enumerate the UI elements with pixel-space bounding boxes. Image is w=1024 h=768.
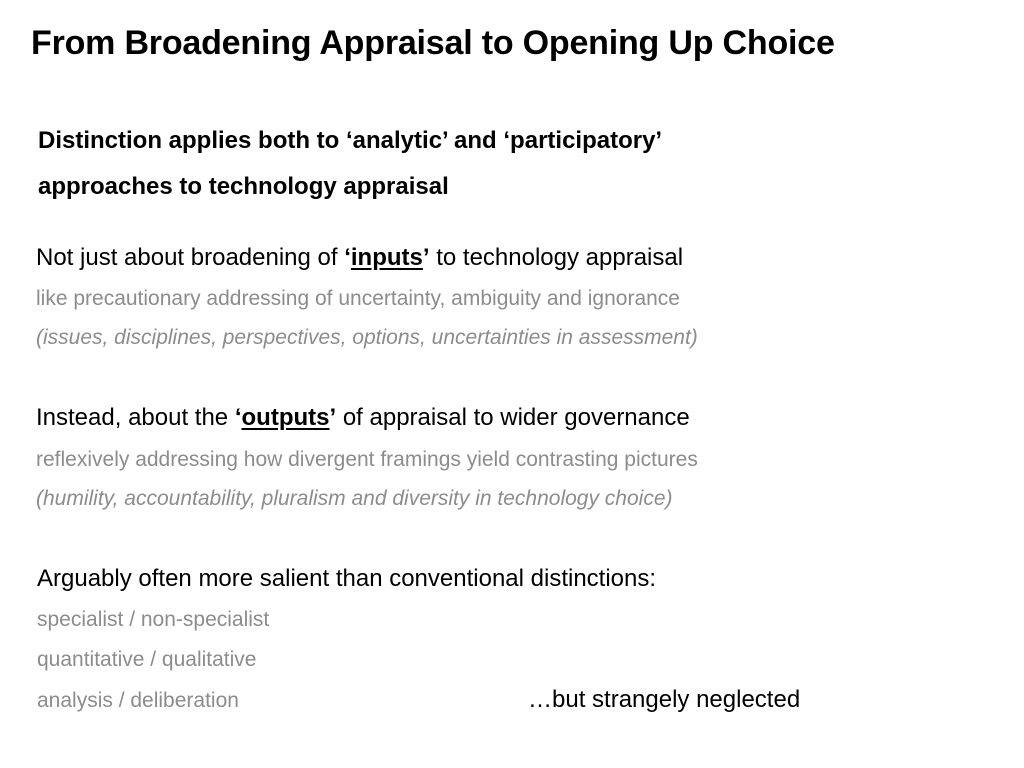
outputs-lead-prefix: Instead, about the bbox=[36, 404, 235, 431]
inputs-keyword-text: inputs bbox=[350, 244, 423, 271]
subtitle-line-2: approaches to technology appraisal bbox=[38, 173, 449, 200]
inputs-lead bbox=[36, 244, 683, 272]
inputs-sub: like precautionary addressing of uncertainty, ambiguity and ignorance bbox=[36, 287, 680, 310]
inputs-lead-prefix: Not just about broadening of bbox=[36, 244, 345, 271]
inputs-lead-suffix: to technology appraisal bbox=[429, 244, 684, 271]
distinction-item: analysis / deliberation bbox=[37, 689, 239, 712]
neglected-aside: …but strangely neglected bbox=[528, 686, 801, 713]
outputs-keyword-text: outputs bbox=[241, 404, 330, 431]
inputs-sub-italic: (issues, disciplines, perspectives, options, uncertainties in assessment) bbox=[36, 326, 698, 349]
quote-open: ‘ bbox=[234, 404, 242, 431]
outputs-keyword bbox=[235, 404, 336, 431]
outputs-lead-suffix: of appraisal to wider governance bbox=[336, 404, 690, 431]
quote-close: ’ bbox=[422, 244, 430, 271]
distinctions-lead: Arguably often more salient than conventional distinctions: bbox=[37, 565, 657, 592]
outputs-lead bbox=[36, 404, 690, 432]
quote-close: ’ bbox=[329, 404, 337, 431]
distinction-item: specialist / non-specialist bbox=[37, 608, 270, 631]
inputs-keyword bbox=[344, 244, 429, 271]
outputs-sub-italic: (humility, accountability, pluralism and diversity in technology choice) bbox=[36, 487, 673, 510]
slide-subtitle bbox=[38, 118, 662, 210]
quote-open: ‘ bbox=[344, 244, 351, 271]
distinction-item: quantitative / qualitative bbox=[37, 648, 257, 671]
slide-title: From Broadening Appraisal to Opening Up Choice bbox=[31, 24, 835, 62]
subtitle-line-1: Distinction applies both to ‘analytic’ and ‘participatory’ bbox=[38, 127, 663, 154]
outputs-sub: reflexively addressing how divergent framings yield contrasting pictures bbox=[36, 448, 698, 471]
